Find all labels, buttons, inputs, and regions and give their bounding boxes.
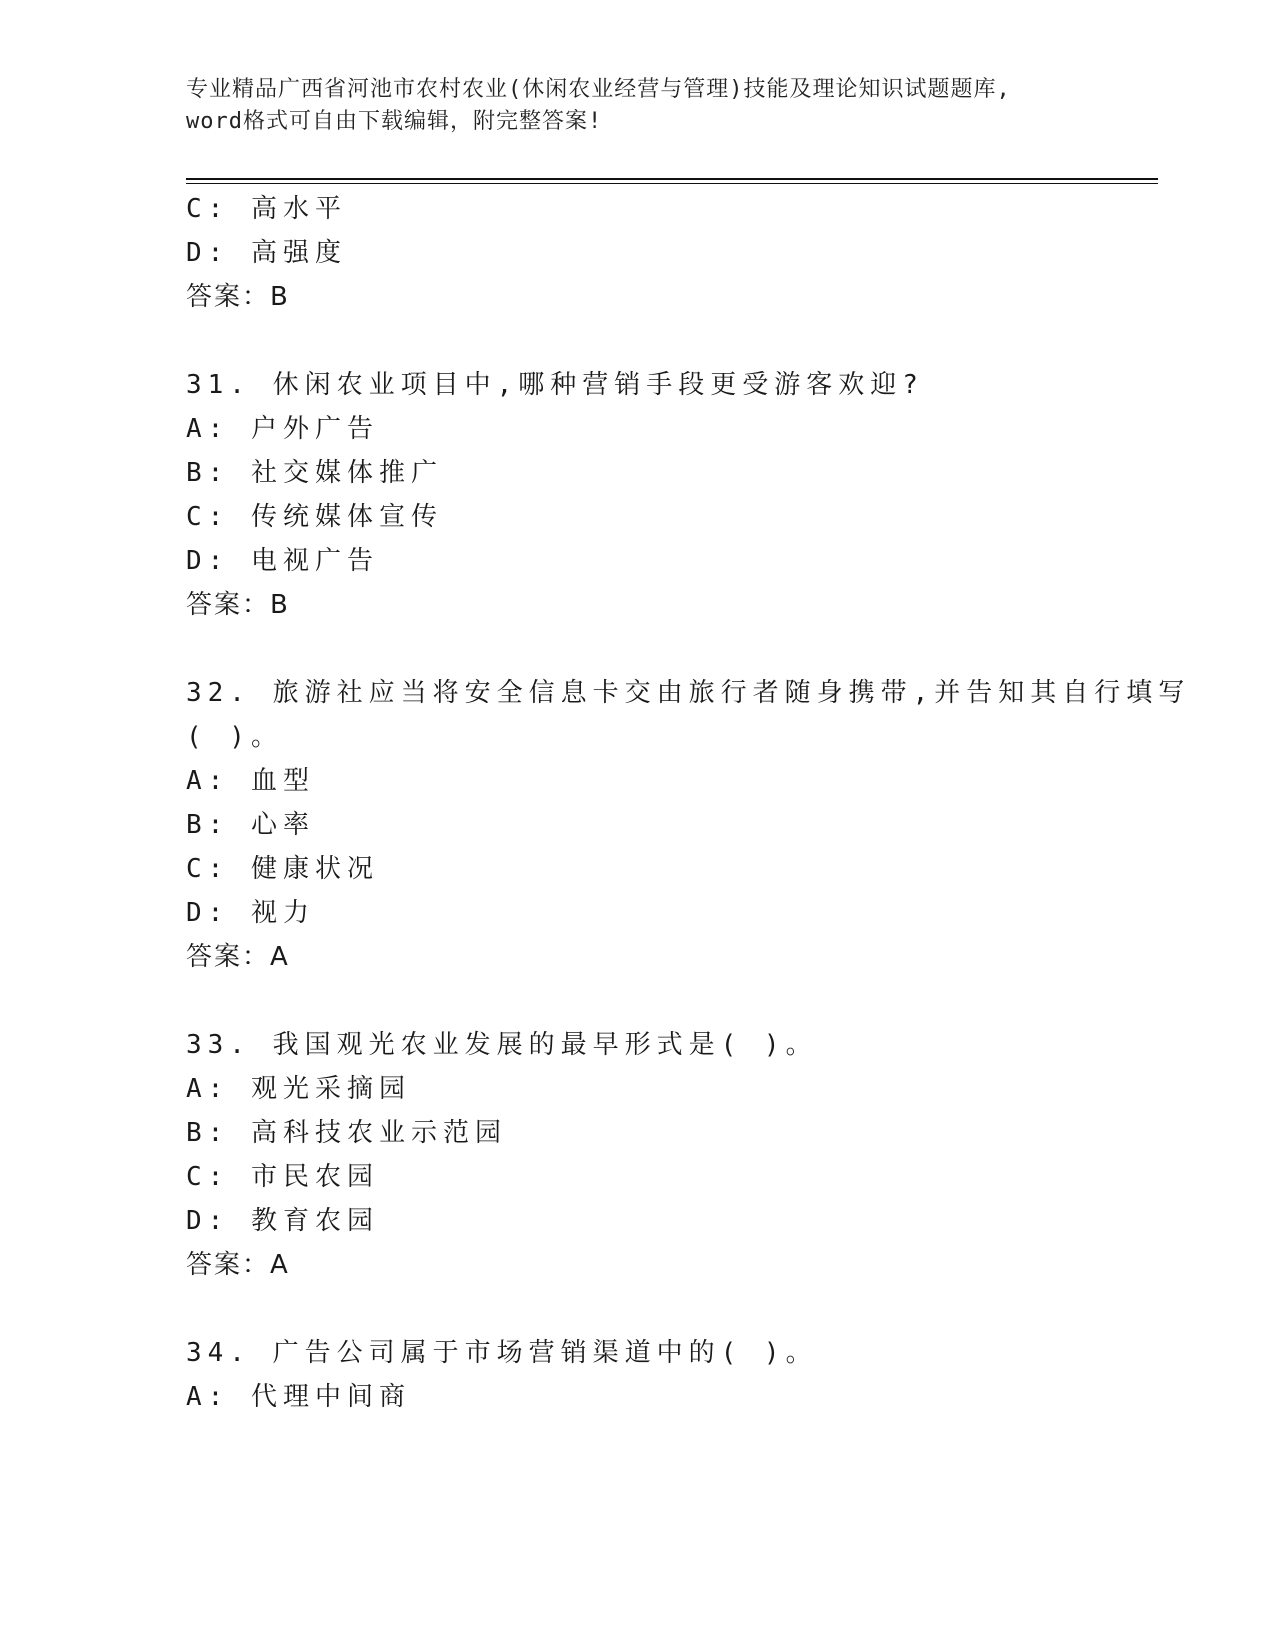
prev-option-d: D: 高强度 (186, 238, 347, 268)
document-header (186, 74, 1086, 138)
q32-option-c: C: 健康状况 (186, 854, 379, 884)
q32-option-a: A: 血型 (186, 766, 315, 796)
q32-option-b: B: 心率 (186, 810, 315, 840)
q33-option-b: B: 高科技农业示范园 (186, 1118, 507, 1148)
q32-stem-line-1: 32. 旅游社应当将安全信息卡交由旅行者随身携带,并告知其自行填写 (186, 678, 1191, 708)
q33-stem: 33. 我国观光农业发展的最早形式是( )。 (186, 1030, 818, 1060)
prev-option-c: C: 高水平 (186, 194, 347, 224)
q31-option-a: A: 户外广告 (186, 414, 379, 444)
header-divider-thick (186, 178, 1158, 180)
q31-option-d: D: 电视广告 (186, 546, 379, 576)
q31-stem: 31. 休闲农业项目中,哪种营销手段更受游客欢迎? (186, 370, 924, 400)
q31-option-b: B: 社交媒体推广 (186, 458, 443, 488)
q33-option-c: C: 市民农园 (186, 1162, 379, 1192)
prev-answer: 答案：B (186, 282, 290, 312)
header-divider-thin (186, 183, 1158, 184)
q31-answer: 答案：B (186, 590, 290, 620)
q32-answer: 答案：A (186, 942, 290, 972)
q32-option-d: D: 视力 (186, 898, 315, 928)
q34-option-a: A: 代理中间商 (186, 1382, 411, 1412)
q34-stem: 34. 广告公司属于市场营销渠道中的( )。 (186, 1338, 818, 1368)
header-line-2: word格式可自由下载编辑，附完整答案! (186, 109, 603, 134)
q32-stem-line-2: ( )。 (186, 722, 283, 752)
q33-option-a: A: 观光采摘园 (186, 1074, 411, 1104)
header-line-1: 专业精品广西省河池市农村农业(休闲农业经营与管理)技能及理论知识试题题库, (186, 77, 1011, 102)
q33-option-d: D: 教育农园 (186, 1206, 379, 1236)
q31-option-c: C: 传统媒体宣传 (186, 502, 443, 532)
q33-answer: 答案：A (186, 1250, 290, 1280)
